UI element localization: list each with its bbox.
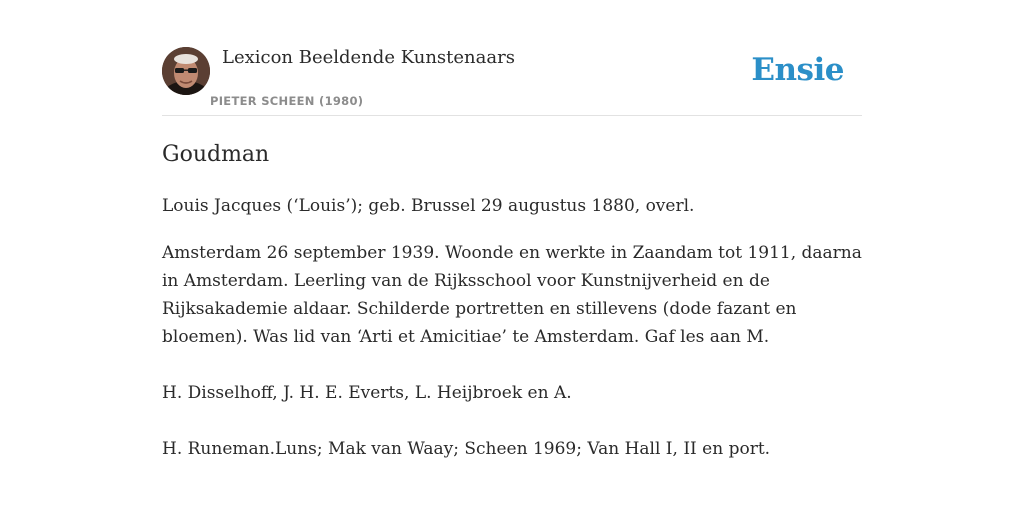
author-avatar[interactable] [162, 47, 210, 95]
article-paragraph: H. Disselhoff, J. H. E. Everts, L. Heijbroek en A. [162, 383, 572, 403]
avatar-photo-icon [162, 47, 210, 95]
article-paragraph: H. Runeman.Luns; Mak van Waay; Scheen 1969; Van Hall I, II en port. [162, 439, 771, 459]
brand-logo[interactable]: Ensie [751, 52, 844, 88]
article-page [162, 0, 862, 459]
article-header [162, 0, 862, 116]
article-paragraph: Louis Jacques (‘Louis’); geb. Brussel 29 augustus 1880, overl. [162, 196, 695, 216]
publication-title[interactable]: Lexicon Beeldende Kunstenaars [222, 47, 515, 68]
author-name[interactable]: PIETER SCHEEN (1980) [210, 94, 364, 108]
article-title: Goudman [162, 142, 270, 167]
article-paragraph: Amsterdam 26 september 1939. Woonde en werkte in Zaandam tot 1911, daarna in Amsterdam. Leerling van de Rijksschool voor Kunstnijverheid en de Rijksakademie aldaar. Schilderde portretten en stillevens (dode fazant en bloemen). Was lid van ‘Arti et Amicitiae’ te Amsterdam. Gaf les aan M. [162, 243, 862, 347]
